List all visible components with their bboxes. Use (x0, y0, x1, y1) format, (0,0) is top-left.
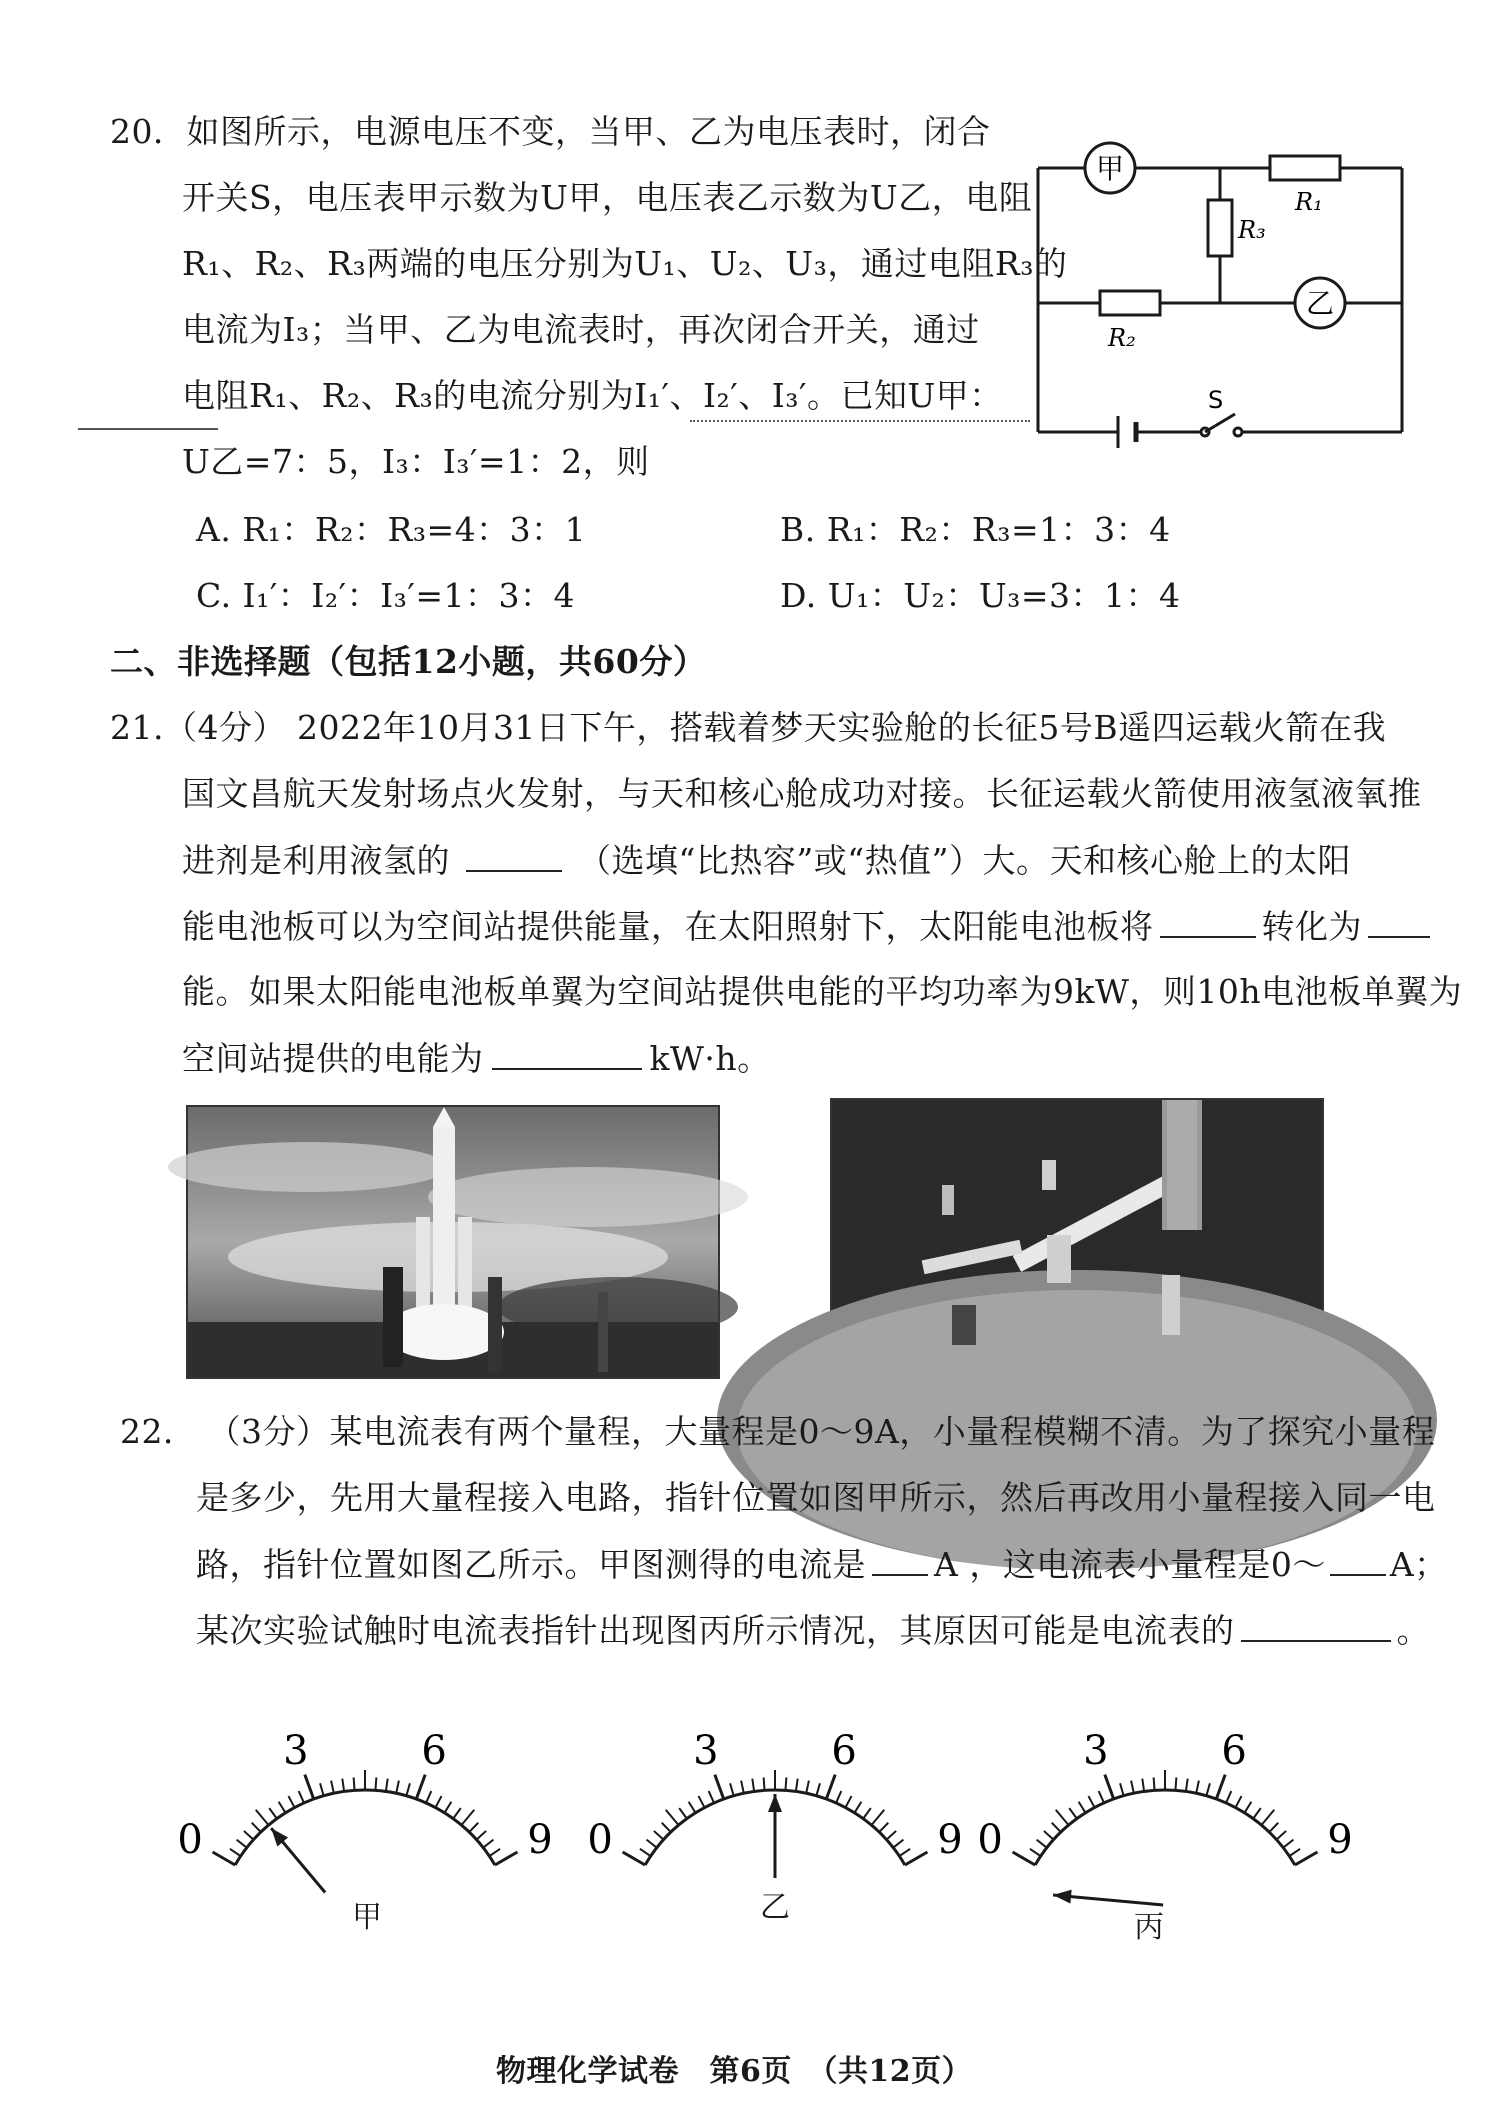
dial-tick (461, 1810, 474, 1825)
dial-tick (899, 1849, 910, 1856)
dial-tick (1206, 1783, 1210, 1795)
q22-line-4 (196, 1610, 1430, 1651)
resistor-r1-icon (1270, 156, 1340, 180)
switch-icon (1201, 414, 1242, 436)
dial-label: 6 (831, 1728, 857, 1775)
q21-line-3 (182, 840, 1351, 881)
q21-line-6 (182, 1038, 771, 1079)
dial-tick (444, 1802, 451, 1813)
q20-line-1: 20．如图所示，电源电压不变，当甲、乙为电压表时，闭合 (110, 112, 991, 151)
dial-tick (237, 1840, 247, 1848)
dial-tick (299, 1791, 304, 1803)
q21-answer-blank-1[interactable] (466, 840, 562, 872)
dial-label: 3 (693, 1728, 719, 1775)
dial-tick (730, 1783, 734, 1795)
dial-tick (489, 1849, 500, 1856)
dial-tick (426, 1791, 431, 1803)
dial-tick (469, 1823, 478, 1832)
dial-tick (1289, 1849, 1300, 1856)
dial-tick (893, 1840, 903, 1848)
dial-tick (1013, 1852, 1036, 1865)
dial-label: 9 (937, 1817, 963, 1863)
dial-label: 9 (1327, 1817, 1353, 1863)
q22-answer-blank-2[interactable] (1330, 1544, 1386, 1576)
dial-tick (244, 1831, 254, 1840)
resistor-r2-label: R₂ (1108, 324, 1136, 352)
dial-tick (354, 1777, 355, 1790)
dial-tick (320, 1783, 324, 1795)
dial-tick (269, 1808, 277, 1819)
dial-tick (741, 1781, 744, 1794)
dial-tick (1269, 1823, 1278, 1832)
dial-label: 3 (283, 1728, 309, 1775)
q22-line-4a: 某次实验试触时电流表指针出现图丙所示情况，其原因可能是电流表的 (196, 1611, 1235, 1650)
dial-label: 6 (421, 1728, 447, 1775)
dial-tick (845, 1796, 851, 1807)
dial-label: 0 (587, 1817, 613, 1863)
dial-arc (235, 1790, 495, 1865)
q22-line-3c: A； (1389, 1545, 1448, 1584)
q20-line-6: U乙=7：5，I₃：I₃′=1：2，则 (182, 442, 650, 481)
q22-line-2: 是多少，先用大量程接入电路，指针位置如图甲所示，然后再改用小量程接入同一电 (196, 1478, 1436, 1517)
dial-tick (1099, 1791, 1104, 1803)
q21-line-4a: 能电池板可以为空间站提供能量，在太阳照射下，太阳能电池板将 (182, 907, 1154, 946)
dial-tick (1037, 1840, 1047, 1848)
dial-tick (1069, 1808, 1077, 1819)
dial-tick (785, 1777, 786, 1790)
pointer-arrow-icon (768, 1794, 782, 1812)
dial-tick (689, 1802, 696, 1813)
dial-tick (654, 1831, 664, 1840)
scan-line-left (78, 428, 218, 430)
resistor-r3-icon (1208, 200, 1232, 256)
dial-tick (752, 1779, 754, 1792)
dial-tick (435, 1796, 441, 1807)
meter-yi-label: 乙 (1305, 287, 1335, 320)
dial-tick (1235, 1796, 1241, 1807)
rocket-launch-image (188, 1107, 718, 1377)
dial-tick (1283, 1840, 1293, 1848)
q20-line-4: 电流为I₃；当甲、乙为电流表时，再次闭合开关，通过 (182, 310, 980, 349)
dial-tick (666, 1810, 679, 1825)
q21-line-5: 能。如果太阳能电池板单翼为空间站提供电能的平均功率为9kW，则10h电池板单翼为 (182, 972, 1463, 1011)
dial-tick (288, 1796, 294, 1807)
dial-tick (764, 1777, 765, 1790)
dial-tick (679, 1808, 687, 1819)
circuit-diagram (1030, 128, 1410, 458)
q21-line-6a: 空间站提供的电能为 (182, 1039, 484, 1078)
ammeter-bing (977, 1690, 1353, 1880)
rocket-launch-photo (186, 1105, 720, 1379)
dial-tick (1175, 1777, 1176, 1790)
dial-tick (796, 1779, 798, 1792)
dial-tick (806, 1781, 809, 1794)
dial-tick (698, 1796, 704, 1807)
q20-line-3: R₁、R₂、R₃两端的电压分别为U₁、U₂、U₃，通过电阻R₃的 (182, 244, 1068, 283)
dial-tick (1186, 1779, 1188, 1792)
dial-tick (331, 1781, 334, 1794)
dial-tick (1030, 1849, 1041, 1856)
resistor-r1-label: R₁ (1295, 188, 1323, 216)
q22-line-3b: A ，这电流表小量程是0～ (934, 1545, 1326, 1584)
dial-tick (662, 1823, 671, 1832)
page-footer: 物理化学试卷 第6页 （共12页） (496, 2054, 973, 2089)
dial-tick (386, 1779, 388, 1792)
dial-tick (1216, 1775, 1225, 1799)
q20-option-b: B. R₁：R₂：R₃=1：3：4 (780, 510, 1171, 549)
dial-tick (305, 1775, 314, 1799)
dial-tick (1079, 1802, 1086, 1813)
dial-tick (871, 1810, 884, 1825)
dial-tick (476, 1831, 486, 1840)
dial-tick (342, 1779, 344, 1792)
q21-answer-blank-3[interactable] (1368, 906, 1430, 938)
dial-tick (1261, 1810, 1274, 1825)
dial-arc (1035, 1790, 1295, 1865)
q22-answer-blank-1[interactable] (872, 1544, 928, 1576)
dial-tick (416, 1775, 425, 1799)
dial-tick (863, 1808, 871, 1819)
section-2-title: 二、非选择题（包括12小题，共60分） (110, 642, 707, 681)
dial-tick (623, 1852, 646, 1865)
resistor-r2-icon (1100, 291, 1160, 315)
q21-line-4 (182, 906, 1430, 947)
dial-tick (1105, 1775, 1114, 1799)
dial-tick (1276, 1831, 1286, 1840)
dial-tick (640, 1849, 651, 1856)
dial-tick (1244, 1802, 1251, 1813)
dial-tick (483, 1840, 493, 1848)
dial-label: 3 (1083, 1728, 1109, 1775)
q20-option-c: C. I₁′：I₂′：I₃′=1：3：4 (196, 576, 575, 615)
q22-line-3a: 路，指针位置如图乙所示。甲图测得的电流是 (196, 1545, 866, 1584)
meter-jia-label: 甲 (1095, 152, 1125, 185)
q21-line-6b: kW·h。 (649, 1039, 771, 1078)
q20-line-5: 电阻R₁、R₂、R₃的电流分别为I₁′、I₂′、I₃′。已知U甲： (182, 376, 1003, 415)
dial-tick (256, 1810, 269, 1825)
dial-tick (879, 1823, 888, 1832)
q22-answer-blank-3[interactable] (1241, 1610, 1391, 1642)
q21-line-4b: 转化为 (1261, 907, 1362, 946)
dial-tick (1056, 1810, 1069, 1825)
dial-tick (396, 1781, 399, 1794)
dial-tick (1226, 1791, 1231, 1803)
dial-label: 0 (977, 1817, 1003, 1863)
q20-line-2: 开关S，电压表甲示数为U甲，电压表乙示数为U乙，电阻 (182, 178, 1033, 217)
dial-label: 6 (1221, 1728, 1247, 1775)
dial-tick (1196, 1781, 1199, 1794)
dial-tick (1253, 1808, 1261, 1819)
dial-tick (1088, 1796, 1094, 1807)
q21-line-2: 国文昌航天发射场点火发射，与天和核心舱成功对接。长征运载火箭使用液氢液氧推 (182, 774, 1422, 813)
dial-tick (406, 1783, 410, 1795)
dial-tick (886, 1831, 896, 1840)
q21-line-1: 21.（4分） 2022年10月31日下午，搭载着梦天实验舱的长征5号B遥四运载火箭在我 (110, 708, 1387, 747)
meter-caption-yi: 乙 (760, 1890, 790, 1925)
dial-tick (453, 1808, 461, 1819)
dial-tick (495, 1852, 518, 1865)
ammeter-yi (587, 1690, 963, 1880)
dial-tick (826, 1775, 835, 1799)
meter-caption-bing: 丙 (1134, 1910, 1164, 1945)
battery-icon (1118, 416, 1136, 448)
dial-tick (1120, 1783, 1124, 1795)
q22-line-4b: 。 (1396, 1611, 1430, 1650)
switch-label: S (1208, 386, 1224, 414)
dial-tick (709, 1791, 714, 1803)
meter-caption-jia: 甲 (352, 1900, 382, 1935)
q20-option-a: A. R₁：R₂：R₃=4：3：1 (196, 510, 587, 549)
ammeter-jia (177, 1690, 553, 1880)
q21-line-3b: （选填“比热容”或“热值”）大。天和核心舱上的太阳 (578, 841, 1351, 880)
dial-tick (647, 1840, 657, 1848)
q20-option-d: D. U₁：U₂：U₃=3：1：4 (780, 576, 1181, 615)
q22-line-1: 22． （3分）某电流表有两个量程，大量程是0～9A，小量程模糊不清。为了探究小量程 (120, 1412, 1436, 1451)
dial-tick (816, 1783, 820, 1795)
dial-tick (715, 1775, 724, 1799)
dial-tick (1052, 1823, 1061, 1832)
q21-answer-blank-4[interactable] (492, 1038, 642, 1070)
dial-tick (1295, 1852, 1318, 1865)
space-station-photo (830, 1098, 1324, 1374)
dial-label: 9 (527, 1817, 553, 1863)
dial-tick (375, 1777, 376, 1790)
scan-line-right (690, 420, 1030, 422)
dial-tick (1142, 1779, 1144, 1792)
q22-line-3 (196, 1544, 1448, 1585)
dial-tick (905, 1852, 928, 1865)
resistor-r3-label: R₃ (1238, 216, 1266, 244)
dial-tick (836, 1791, 841, 1803)
dial-label: 0 (177, 1817, 203, 1863)
dial-tick (1131, 1781, 1134, 1794)
q21-line-3a: 进剂是利用液氢的 (182, 841, 450, 880)
q21-answer-blank-2[interactable] (1160, 906, 1256, 938)
dial-tick (1154, 1777, 1155, 1790)
dial-tick (279, 1802, 286, 1813)
dial-tick (213, 1852, 236, 1865)
dial-tick (854, 1802, 861, 1813)
dial-tick (1044, 1831, 1054, 1840)
dial-tick (252, 1823, 261, 1832)
space-station-image (832, 1100, 1322, 1372)
dial-tick (230, 1849, 241, 1856)
